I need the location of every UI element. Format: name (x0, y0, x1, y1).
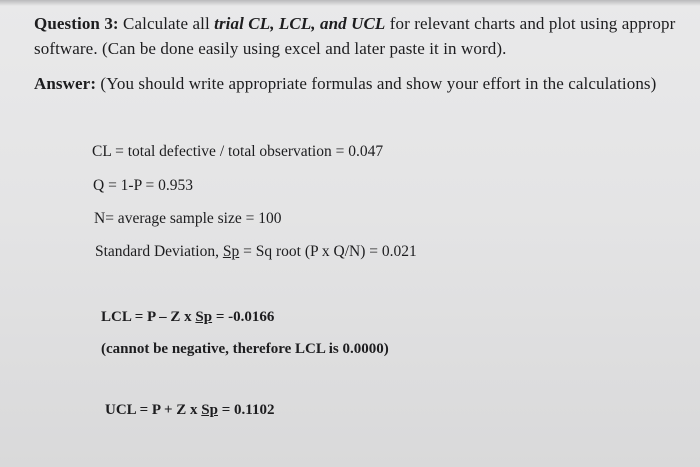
calc-lcl-note: (cannot be negative, therefore LCL is 0.0000) (101, 341, 389, 357)
sd-prefix: Standard Deviation, (95, 243, 223, 260)
question-label: Question 3: (34, 14, 119, 33)
calc-sample-size: N= average sample size = 100 (94, 210, 282, 227)
calc-standard-deviation (95, 243, 417, 261)
ucl-prefix: UCL = P + Z x (105, 402, 202, 418)
calc-center-line: CL = total defective / total observation = 0.047 (92, 143, 384, 160)
sd-symbol: Sp (222, 243, 240, 260)
question-line-1 (34, 14, 675, 34)
answer-label: Answer: (34, 74, 97, 93)
ucl-symbol: Sp (201, 402, 218, 418)
question-text-after: for relevant charts and plot using appropr (385, 14, 676, 33)
calc-q: Q = 1-P = 0.953 (93, 177, 194, 194)
calc-ucl (105, 402, 274, 419)
calc-lcl (101, 309, 274, 326)
question-line-2: software. (Can be done easily using excel and later paste it in word). (34, 39, 507, 58)
ucl-suffix: = 0.1102 (217, 402, 275, 418)
lcl-symbol: Sp (195, 309, 213, 325)
lcl-prefix: LCL = P – Z x (101, 309, 196, 325)
question-emphasis: trial CL, LCL, and UCL (214, 14, 386, 33)
answer-text: (You should write appropriate formulas and show your effort in the calculations) (96, 74, 657, 93)
question-text-before: Calculate all (118, 14, 215, 33)
answer-line (34, 74, 656, 94)
page-edge-shadow (0, 0, 700, 6)
lcl-suffix: = -0.0166 (212, 309, 275, 325)
sd-suffix: = Sq root (P x Q/N) = 0.021 (239, 243, 417, 260)
